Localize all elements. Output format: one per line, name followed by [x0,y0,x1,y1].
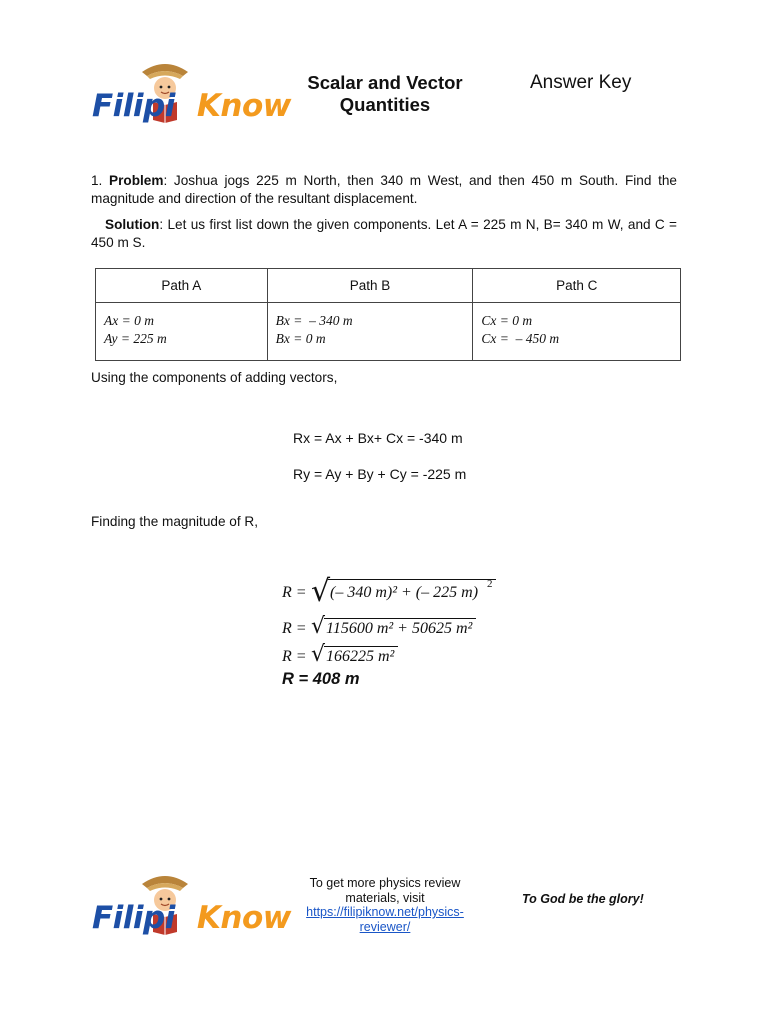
ry-equation: Ry = Ay + By + Cy = -225 m [293,466,467,482]
footer-promo: To get more physics review materials, visit https://filipiknow.net/physics-reviewer/ [306,876,464,934]
filipiknow-logo [90,58,291,148]
filipiknow-footer-logo [90,870,291,960]
table-header: Path B [267,269,473,303]
magnitude-line-1: R = √ (– 340 m)² + (– 225 m) 2 [282,584,307,602]
table-cell-path-a: Ax = 0 m Ay = 225 m [96,303,268,361]
square-root-icon: √ [311,614,326,639]
table-cell-path-b: Bx = – 340 m Bx = 0 m [267,303,473,361]
solution-statement: Solution: Let us first list down the given components. Let A = 225 m N, B= 340 m W, and C = 450 m S. [91,217,677,250]
table-header: Path C [473,269,681,303]
table-header: Path A [96,269,268,303]
rx-equation: Rx = Ax + Bx+ Cx = -340 m [293,430,463,446]
square-root-icon: √ [311,642,326,667]
magnitude-result: R = 408 m [282,670,360,688]
problem-statement: 1. Problem: Joshua jogs 225 m North, then 340 m West, and then 450 m South. Find the magnitude and direction of the resultant displacement. [91,173,677,206]
components-table [95,268,681,361]
logo-wordmark: Filipi Know [92,900,291,936]
magnitude-line-3: R = √ 166225 m² [282,648,307,666]
page-title: Scalar and Vector Quantities [307,72,463,115]
table-row [96,303,681,361]
components-intro: Using the components of adding vectors, [91,370,338,385]
magnitude-line-2: R = √ 115600 m² + 50625 m² [282,620,307,638]
physics-reviewer-link[interactable]: https://filipiknow.net/physics-reviewer/ [306,905,464,934]
logo-wordmark: Filipi Know [92,88,291,124]
magnitude-intro: Finding the magnitude of R, [91,514,259,529]
square-root-icon: √ [311,574,331,609]
answer-key-label: Answer Key [530,72,632,93]
table-header-row [96,269,681,303]
table-cell-path-c: Cx = 0 m Cx = – 450 m [473,303,681,361]
footer-tagline: To God be the glory! [522,892,644,906]
